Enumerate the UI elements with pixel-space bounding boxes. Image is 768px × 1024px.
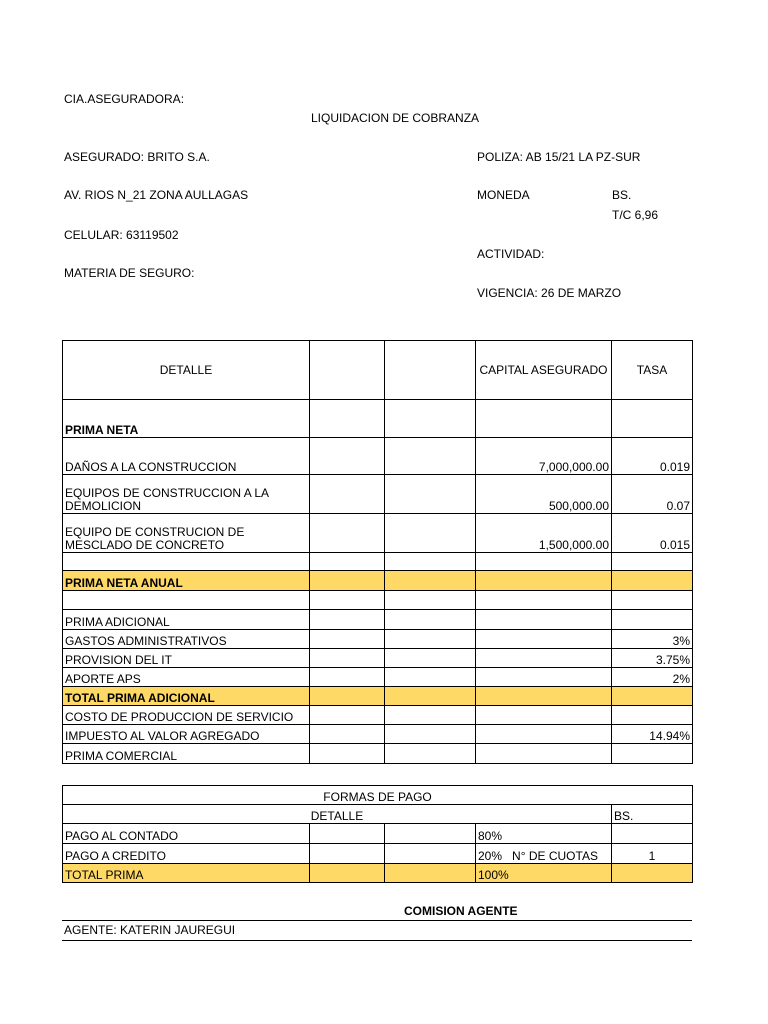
prima-neta-anual-label: PRIMA NETA ANUAL bbox=[63, 571, 310, 591]
actividad-label: ACTIVIDAD: bbox=[477, 247, 545, 261]
company-label: CIA.ASEGURADORA: bbox=[64, 92, 185, 106]
table-row bbox=[63, 844, 693, 864]
table-row bbox=[63, 744, 693, 764]
total-prima-row bbox=[63, 864, 693, 883]
celular-label: CELULAR: 63119502 bbox=[64, 228, 179, 242]
item-tasa: 0.07 bbox=[612, 475, 693, 514]
total-prima-adicional-label: TOTAL PRIMA ADICIONAL bbox=[63, 687, 310, 706]
total-prima-pct: 100% bbox=[476, 864, 612, 883]
payment-header-row bbox=[63, 805, 693, 824]
total-prima-adicional-row bbox=[63, 687, 693, 706]
asegurado-label: ASEGURADO: BRITO S.A. bbox=[64, 150, 210, 164]
payment-title: FORMAS DE PAGO bbox=[63, 786, 693, 805]
table-row bbox=[63, 649, 693, 668]
iva-tasa: 14.94% bbox=[612, 725, 693, 744]
table-row bbox=[63, 630, 693, 649]
address-label: AV. RIOS N_21 ZONA AULLAGAS bbox=[64, 188, 249, 202]
adicional-tasa: 3% bbox=[612, 630, 693, 649]
adicional-tasa: 2% bbox=[612, 668, 693, 687]
table-row bbox=[63, 668, 693, 687]
table-row bbox=[63, 400, 693, 438]
col-header-blank-2 bbox=[385, 341, 476, 400]
pago-contado-pct: 80% bbox=[476, 824, 612, 844]
item-capital: 7,000,000.00 bbox=[476, 438, 612, 475]
col-header-blank-1 bbox=[310, 341, 385, 400]
page-title: LIQUIDACION DE COBRANZA bbox=[311, 111, 480, 125]
adicional-detalle: GASTOS ADMINISTRATIVOS bbox=[63, 630, 310, 649]
agent-divider-bottom bbox=[62, 940, 692, 941]
prima-adicional-label: PRIMA ADICIONAL bbox=[63, 610, 310, 630]
item-capital: 1,500,000.00 bbox=[476, 514, 612, 553]
table-row bbox=[63, 706, 693, 725]
iva-label: IMPUESTO AL VALOR AGREGADO bbox=[63, 725, 310, 744]
table-row bbox=[63, 514, 693, 553]
table-row bbox=[63, 553, 693, 571]
cuotas-label: N° DE CUOTAS bbox=[512, 849, 598, 863]
col-header-capital: CAPITAL ASEGURADO bbox=[476, 341, 612, 400]
item-detalle: EQUIPOS DE CONSTRUCCION A LA DEMOLICION bbox=[63, 475, 310, 514]
table-row bbox=[63, 610, 693, 630]
payment-bs-header: BS. bbox=[612, 805, 693, 824]
payment-table bbox=[62, 785, 693, 883]
item-tasa: 0.019 bbox=[612, 438, 693, 475]
table-row bbox=[63, 591, 693, 610]
prima-comercial-label: PRIMA COMERCIAL bbox=[63, 744, 310, 764]
pago-contado-label: PAGO AL CONTADO bbox=[63, 824, 310, 844]
pago-credito-pct: 20% bbox=[478, 849, 503, 863]
agent-divider-top bbox=[62, 920, 692, 921]
pago-credito-cell bbox=[476, 844, 612, 864]
table-row bbox=[63, 475, 693, 514]
payment-detalle-header: DETALLE bbox=[63, 805, 612, 824]
item-tasa: 0.015 bbox=[612, 514, 693, 553]
prima-neta-anual-row bbox=[63, 571, 693, 591]
item-capital: 500,000.00 bbox=[476, 475, 612, 514]
table-row bbox=[63, 725, 693, 744]
moneda-value: BS. bbox=[612, 188, 632, 202]
adicional-detalle: PROVISION DEL IT bbox=[63, 649, 310, 668]
exchange-rate: T/C 6,96 bbox=[612, 208, 659, 222]
table-header-row bbox=[63, 341, 693, 400]
table-row bbox=[63, 438, 693, 475]
table-row bbox=[63, 824, 693, 844]
premium-table bbox=[62, 340, 693, 764]
payment-title-row bbox=[63, 786, 693, 805]
item-detalle: DAÑOS A LA CONSTRUCCION bbox=[63, 438, 310, 475]
moneda-label: MONEDA bbox=[477, 188, 530, 202]
costo-produccion-label: COSTO DE PRODUCCION DE SERVICIO bbox=[63, 706, 310, 725]
poliza-label: POLIZA: AB 15/21 LA PZ-SUR bbox=[477, 150, 641, 164]
prima-neta-label: PRIMA NETA bbox=[63, 400, 310, 438]
vigencia-label: VIGENCIA: 26 DE MARZO bbox=[477, 286, 622, 300]
pago-credito-label: PAGO A CREDITO bbox=[63, 844, 310, 864]
materia-label: MATERIA DE SEGURO: bbox=[64, 266, 195, 280]
col-header-tasa: TASA bbox=[612, 341, 693, 400]
comision-title: COMISION AGENTE bbox=[404, 904, 518, 918]
item-detalle: EQUIPO DE CONSTRUCION DE MESCLADO DE CONCRETO bbox=[63, 514, 310, 553]
col-header-detalle: DETALLE bbox=[63, 341, 310, 400]
adicional-detalle: APORTE APS bbox=[63, 668, 310, 687]
agente-label: AGENTE: KATERIN JAUREGUI bbox=[64, 923, 236, 937]
adicional-tasa: 3.75% bbox=[612, 649, 693, 668]
total-prima-label: TOTAL PRIMA bbox=[63, 864, 310, 883]
cuotas-value: 1 bbox=[612, 844, 693, 864]
